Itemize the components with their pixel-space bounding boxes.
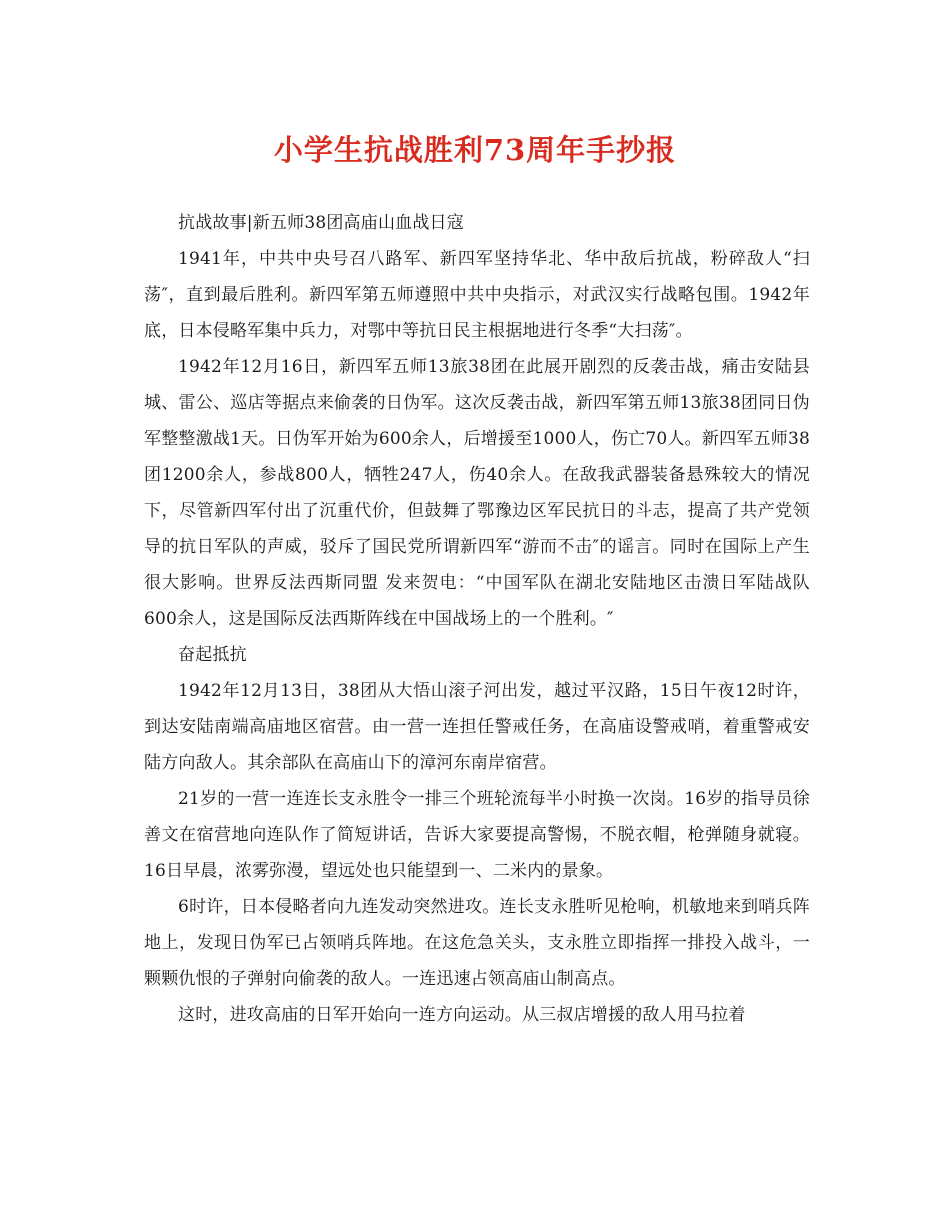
section-heading: 抗战故事|新五师38团高庙山血战日寇 [178,213,464,233]
document-title: 小学生抗战胜利73周年手抄报 [273,133,677,167]
body-paragraph: 1941年，中共中央号召八路军、新四军坚持华北、华中敌后抗战，粉碎敌人“扫荡″，直到最后胜利。新四军第五师遵照中共中央指示，对武汉实行战略包围。1942年底，日本侵略军集中兵力，对鄂中等抗日民主根据地进行冬季“大扫荡″。 [144,249,810,341]
document-body [144,205,810,1033]
body-paragraph: 1942年12月13日，38团从大悟山滚子河出发，越过平汉路，15日午夜12时许，到达安陆南端高庙地区宿营。由一营一连担任警戒任务，在高庙设警戒哨，着重警戒安陆方向敌人。其余部队在高庙山下的漳河东南岸宿营。 [144,681,810,773]
body-paragraph: 6时许，日本侵略者向九连发动突然进攻。连长支永胜听见枪响，机敏地来到哨兵阵地上，发现日伪军已占领哨兵阵地。在这危急关头，支永胜立即指挥一排投入战斗，一颗颗仇恨的子弹射向偷袭的敌人。一连迅速占领高庙山制高点。 [144,897,810,989]
body-paragraph: 21岁的一营一连连长支永胜令一排三个班轮流每半小时换一次岗。16岁的指导员徐善文在宿营地向连队作了简短讲话，告诉大家要提高警惕，不脱衣帽，枪弹随身就寝。16日早晨，浓雾弥漫，望远处也只能望到一、二米内的景象。 [144,789,810,881]
body-paragraph: 这时，进攻高庙的日军开始向一连方向运动。从三叔店增援的敌人用马拉着 [178,1005,746,1025]
body-paragraph: 1942年12月16日，新四军五师13旅38团在此展开剧烈的反袭击战，痛击安陆县城、雷公、巡店等据点来偷袭的日伪军。这次反袭击战，新四军第五师13旅38团同日伪军整整激战1天。日伪军开始为600余人，后增援至1000人，伤亡70人。新四军五师38团1200余人，参战800人，牺牲247人，伤40余人。在敌我武器装备悬殊较大的情况下，尽管新四军付出了沉重代价，但鼓舞了鄂豫边区军民抗日的斗志，提高了共产党领导的抗日军队的声威，驳斥了国民党所谓新四军“游而不击″的谣言。同时在国际上产生很大影响。世界反法西斯同盟 发来贺电：“中国军队在湖北安陆地区击溃日军陆战队600余人，这是国际反法西斯阵线在中国战场上的一个胜利。″ [144,357,810,629]
section-heading: 奋起抵抗 [178,645,247,665]
